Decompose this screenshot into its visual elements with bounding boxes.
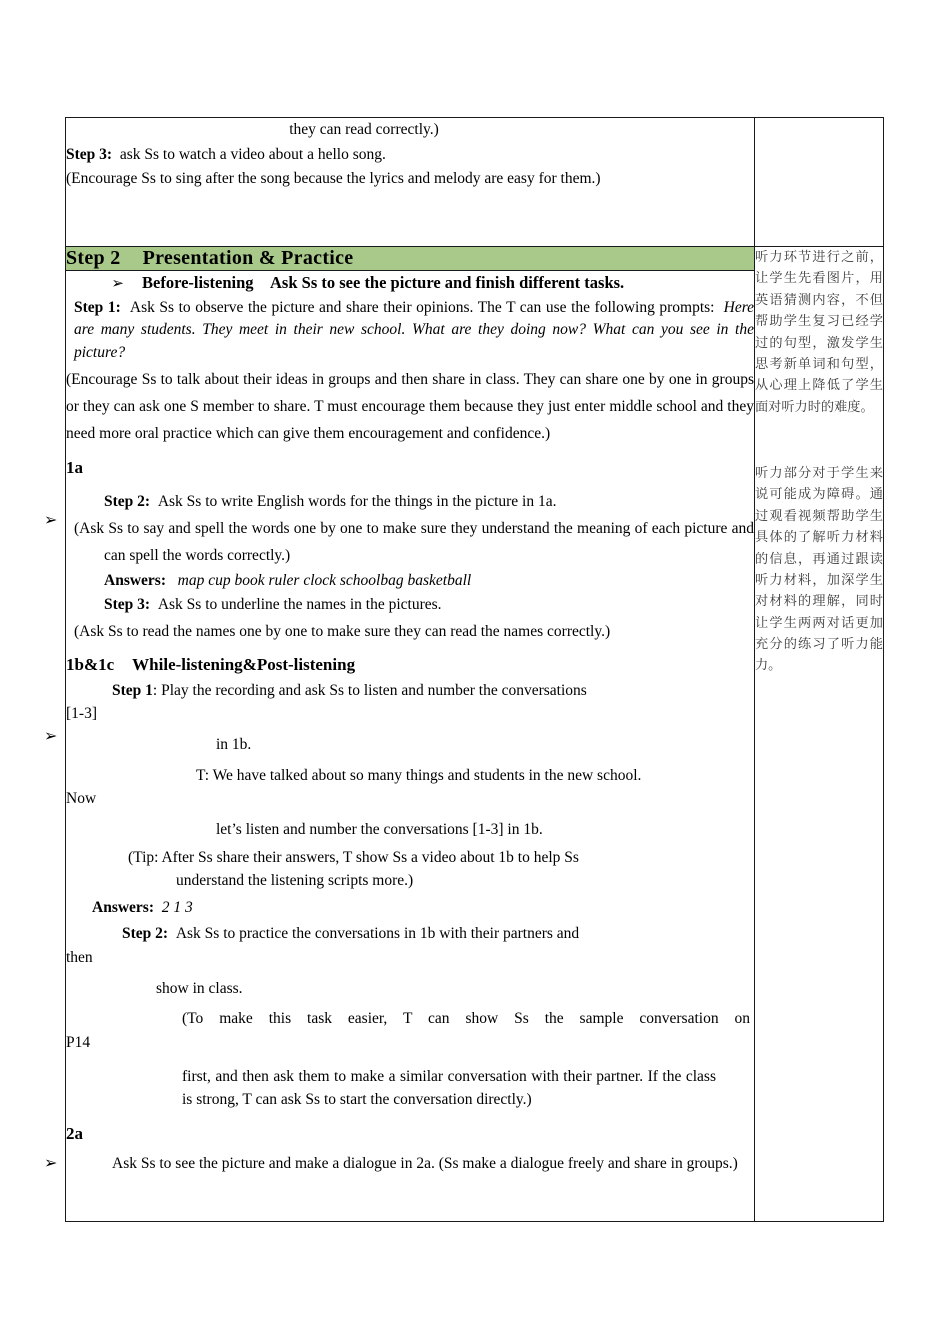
1b1c-step1-label: Step 1 — [112, 681, 153, 699]
cell-step2-banner — [66, 247, 755, 271]
1a-answers-label: Answers: — [104, 572, 166, 590]
1b1c-step2-show: show in class. — [156, 979, 243, 997]
1b1c-code: 1b&1c — [66, 654, 115, 674]
1b1c-answers-line — [66, 897, 754, 920]
step1-note: (Encourage Ss to talk about their ideas in groups and then share in class. They can share one by one in groups or they can ask one S member to share. T must encourage them because they just enter middle school and they need more oral practice which can give them encouragement and confidence.) — [66, 370, 754, 443]
1a-step2-paragraph — [66, 491, 754, 514]
1b1c-teacher-line2: let’s listen and number the conversations [1-3] in 1b. — [216, 820, 543, 838]
banner-title: Presentation & Practice — [142, 247, 354, 269]
1b1c-step2-paragraph — [66, 923, 754, 946]
1a-step3-paragraph — [66, 594, 754, 617]
before-listening-label: Before-listening — [142, 273, 254, 292]
1b1c-step2-p14: P14 — [66, 1033, 91, 1051]
step1-label: Step 1: — [74, 298, 121, 316]
cell-presentation-practice — [66, 271, 755, 1222]
before-listening-text: Ask Ss to see the picture and finish different tasks. — [270, 273, 625, 292]
1a-step3-label: Step 3: — [104, 596, 151, 614]
1a-answers-value: map cup book ruler clock schoolbag basketball — [177, 572, 472, 590]
1a-step2-text: Ask Ss to write English words for the things in the picture in 1a. — [157, 493, 557, 511]
before-listening-arrow-icon: ➢ — [111, 274, 124, 292]
banner-step-label: Step 2 — [66, 247, 121, 269]
note-spacer — [755, 419, 883, 463]
cell-step3-content — [66, 118, 755, 247]
section-heading-1b1c — [66, 652, 754, 678]
step1-prompts: Here are many students. They meet in their new school. What are they doing now? What can you see in the picture? — [74, 298, 755, 361]
1b1c-teacher-now: Now — [66, 790, 97, 808]
1b1c-step1-cont: in 1b. — [216, 736, 252, 753]
1b1c-answers-label: Answers: — [92, 898, 154, 916]
bullet-arrow-1a-icon: ➢ — [44, 510, 58, 529]
step1-paragraph — [66, 297, 754, 365]
bullet-arrow-1b1c-icon: ➢ — [44, 726, 58, 745]
line-read-correctly: they can read correctly.) — [289, 121, 439, 138]
1a-step3-note: (Ask Ss to read the names one by one to make sure they can read the names correctly.) — [74, 622, 611, 640]
cell-teaching-notes — [755, 247, 884, 1222]
table-row-step3-continuation — [66, 118, 884, 247]
note-paragraph-1: 听力环节进行之前，让学生先看图片，用英语猜测内容，不但帮助学生复习已经学过的句型，激发学生思考新单词和句型，从心理上降低了学生面对听力时的难度。 — [755, 250, 883, 415]
1b1c-step1-bracket: [1-3] — [66, 705, 97, 723]
before-listening-line — [66, 271, 754, 296]
1b1c-tip-line2: understand the listening scripts more.) — [176, 872, 414, 890]
1b1c-step1-paragraph — [66, 680, 754, 703]
1b1c-step2-then: then — [66, 949, 93, 966]
section-heading-2a: 2a — [66, 1124, 83, 1143]
1b1c-step2-note1: (To make this task easier, T can show Ss the sample conversation on — [182, 1010, 750, 1028]
2a-text: Ask Ss to see the picture and make a dialogue in 2a. (Ss make a dialogue freely and share in groups.) — [112, 1154, 738, 1172]
table-row-banner — [66, 247, 884, 271]
banner-line — [66, 247, 754, 270]
note-paragraph-2: 听力部分对于学生来说可能成为障碍。通过观看视频帮助学生具体的了解听力材料的信息，再通过跟读听力材料，加深学生对材料的理解，同时让学生两两对话更加充分的练习了听力能力。 — [755, 466, 883, 674]
1b1c-step2-note2: first, and then ask them to make a similar conversation with their partner. If the class is strong, T can ask Ss to start the conversation directly.) — [182, 1067, 716, 1108]
step1-text: Ask Ss to observe the picture and share their opinions. The T can use the following prompts: — [129, 298, 715, 316]
line-step3 — [66, 143, 754, 167]
step3-text: ask Ss to watch a video about a hello song. — [119, 145, 386, 163]
1a-step3-text: Ask Ss to underline the names in the pictures. — [157, 596, 442, 614]
1b1c-tip-line1: (Tip: After Ss share their answers, T show Ss a video about 1b to help Ss — [128, 848, 579, 866]
cell-note-empty-top — [755, 118, 884, 247]
step3-label: Step 3: — [66, 145, 113, 163]
1b1c-answers-value: 2 1 3 — [161, 898, 193, 916]
1b1c-teacher-line: T: We have talked about so many things and students in the new school. — [196, 766, 642, 784]
1b1c-step2-text: Ask Ss to practice the conversations in 1b with their partners and — [175, 925, 580, 943]
1b1c-step1-text: : Play the recording and ask Ss to listen and number the conversations — [152, 681, 587, 699]
1a-step2-label: Step 2: — [104, 493, 151, 511]
lesson-plan-table — [65, 117, 884, 1222]
1a-step2-note: (Ask Ss to say and spell the words one by one to make sure they understand the meaning of each picture and can spell the words correctly.) — [74, 519, 754, 565]
line-step3-note: (Encourage Ss to sing after the song because the lyrics and melody are easy for them.) — [66, 170, 601, 188]
section-heading-1a: 1a — [66, 458, 83, 478]
bullet-arrow-2a-icon: ➢ — [44, 1153, 58, 1172]
1b1c-title: While-listening&Post-listening — [132, 654, 356, 674]
1b1c-step2-label: Step 2: — [122, 925, 169, 943]
1a-answers-line — [66, 570, 754, 593]
